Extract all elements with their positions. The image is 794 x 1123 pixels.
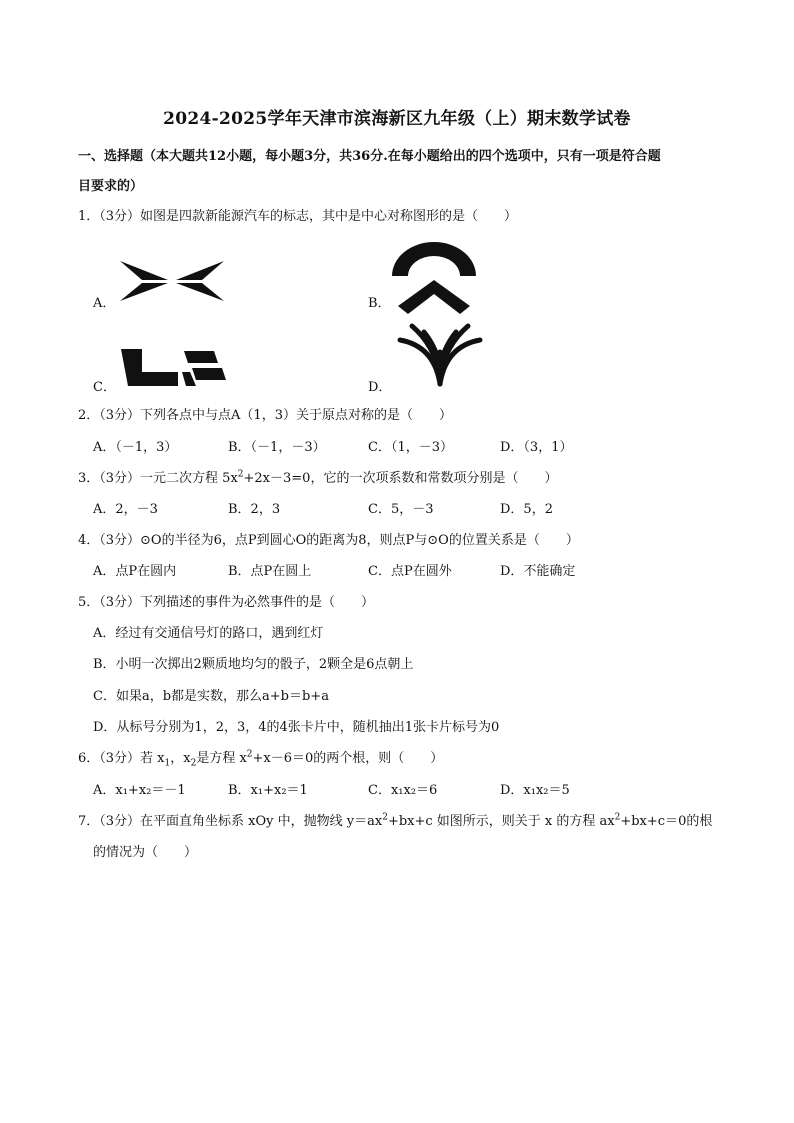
question-2-stem: 2．（3分）下列各点中与点A（1，3）关于原点对称的是（ ） bbox=[78, 408, 452, 423]
lixiang-logo-icon bbox=[118, 346, 232, 388]
nio-logo-icon bbox=[388, 236, 480, 316]
q6-option-c: C．x₁x₂＝6 bbox=[368, 783, 438, 798]
q3-option-c: C．5，－3 bbox=[368, 502, 434, 517]
q2-option-a: A．（－1，3） bbox=[93, 440, 178, 455]
section-heading-line1: 一、选择题（本大题共12小题，每小题3分，共36分.在每小题给出的四个选项中，只有一项是符合题 bbox=[78, 149, 661, 164]
q1-option-b-label: B． bbox=[368, 296, 391, 311]
q5-option-a: A．经过有交通信号灯的路口，遇到红灯 bbox=[93, 626, 324, 641]
q4-option-a: A．点P在圆内 bbox=[93, 564, 177, 579]
q2-option-d: D．（3，1） bbox=[500, 440, 573, 455]
q4-option-b: B．点P在圆上 bbox=[228, 564, 312, 579]
q3-option-a: A．2，－3 bbox=[93, 502, 158, 517]
q6-option-a: A．x₁+x₂＝－1 bbox=[93, 783, 186, 798]
q1-option-d-label: D． bbox=[368, 380, 392, 395]
q2-option-b: B．（－1，－3） bbox=[228, 440, 326, 455]
question-7-stem-line1: 7．（3分）在平面直角坐标系 xOy 中，抛物线 $y=ax^2+bx+c$ 如图所示，则关于 x 的方程 $ax^2+bx+c=0$的根 bbox=[78, 812, 713, 829]
q4-option-d: D．不能确定 bbox=[500, 564, 576, 579]
q1-option-c-label: C． bbox=[93, 380, 116, 395]
q5-option-d: D．从标号分别为1，2，3，4的4张卡片中，随机抽出1张卡片标号为0 bbox=[93, 720, 500, 735]
q1-option-a-label: A． bbox=[93, 296, 116, 311]
xpeng-logo-icon bbox=[118, 258, 226, 304]
q4-option-c: C．点P在圆外 bbox=[368, 564, 452, 579]
q3-option-d: D．5，2 bbox=[500, 502, 553, 517]
question-5-stem: 5．（3分）下列描述的事件为必然事件的是（ ） bbox=[78, 595, 375, 610]
question-7-stem-line2: 的情况为（ ） bbox=[93, 845, 198, 860]
page-title: 2024-2025学年天津市滨海新区九年级（上）期末数学试卷 bbox=[163, 109, 631, 129]
question-6-stem: 6．（3分）若 $x_1$，$x_2$是方程 $x^2+x-6=0$的两个根，则（ ） bbox=[78, 749, 444, 769]
question-1-stem: 1．（3分）如图是四款新能源汽车的标志，其中是中心对称图形的是（ ） bbox=[78, 209, 518, 224]
q5-option-b: B．小明一次掷出2颗质地均匀的骰子，2颗全是6点朝上 bbox=[93, 657, 414, 672]
section-heading-line2: 目要求的） bbox=[78, 179, 144, 194]
q6-option-d: D．x₁x₂＝5 bbox=[500, 783, 570, 798]
q3-option-b: B．2，3 bbox=[228, 502, 281, 517]
question-4-stem: 4．（3分）⊙O的半径为6，点P到圆心O的距离为8，则点P与⊙O的位置关系是（ ） bbox=[78, 533, 579, 548]
q6-option-b: B．x₁+x₂＝1 bbox=[228, 783, 308, 798]
brand-d-logo-icon bbox=[392, 318, 488, 388]
q2-option-c: C．（1，－3） bbox=[368, 440, 453, 455]
q5-option-c: C．如果a，b都是实数，那么a+b＝b+a bbox=[93, 689, 329, 704]
question-3-stem: 3．（3分）一元二次方程 $5x^2+2x-3=0$，它的一次项系数和常数项分别是（ ） bbox=[78, 469, 558, 486]
